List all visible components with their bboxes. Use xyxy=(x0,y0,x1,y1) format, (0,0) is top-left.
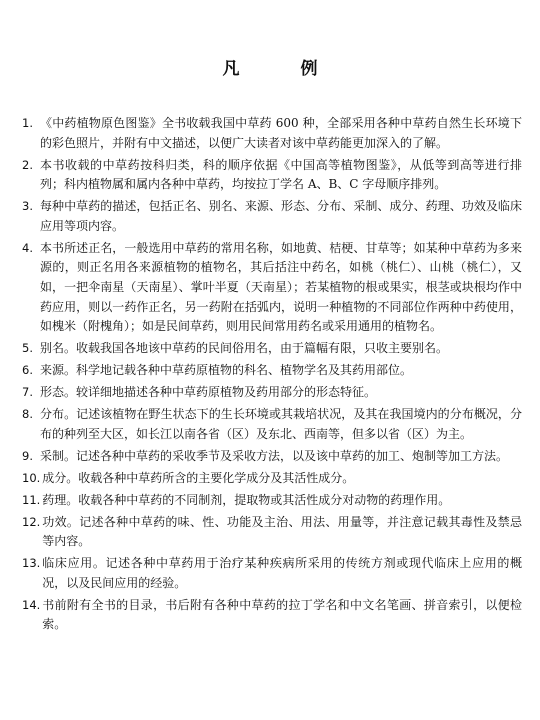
item-number: 14. xyxy=(22,597,41,612)
list-item xyxy=(22,491,522,511)
item-number: 5. xyxy=(22,341,33,356)
list-item xyxy=(22,405,522,444)
list-item xyxy=(22,596,522,635)
item-text: 每种中草药的描述，包括正名、别名、来源、形态、分布、采制、成分、药理、功效及临床应用等项内容。 xyxy=(40,199,522,233)
list-item xyxy=(22,239,522,337)
item-text: 临床应用。记述各种中草药用于治疗某种疾病所采用的传统方剂或现代临床上应用的概况，以及民间应用的经验。 xyxy=(42,556,522,590)
item-number: 1. xyxy=(22,116,33,130)
item-text: 功效。记述各种中草药的味、性、功能及主治、用法、用量等，并注意记载其毒性及禁忌等内容。 xyxy=(42,514,522,549)
item-text: 药理。收载各种中草药的不同制剂，提取物或其活性成分对动物的药理作用。 xyxy=(42,492,451,507)
list-item xyxy=(22,383,522,403)
item-text: 书前附有全书的目录，书后附有各种中草药的拉丁学名和中文名笔画、拼音索引，以便检索。 xyxy=(42,597,522,632)
item-text: 分布。记述该植物在野生状态下的生长环境或其栽培状况，及其在我国境内的分布概况，分布的种列至大区，如长江以南各省（区）及东北、西南等，但多以省（区）为主。 xyxy=(40,407,522,441)
item-text: 来源。科学地记载各种中草药原植物的科名、植物学名及其药用部位。 xyxy=(40,363,413,378)
item-text: 形态。较详细地描述各种中草药原植物及药用部分的形态特征。 xyxy=(40,385,377,400)
list-item xyxy=(22,197,522,236)
list-item xyxy=(22,513,522,552)
item-number: 10. xyxy=(22,470,41,485)
item-number: 11. xyxy=(22,492,41,507)
guidelines-list xyxy=(22,114,522,637)
item-text: 采制。记述各种中草药的采收季节及采收方法，以及该中草药的加工、炮制等加工方法。 xyxy=(40,448,509,463)
item-number: 2. xyxy=(22,157,33,172)
item-number: 4. xyxy=(22,240,33,255)
item-text: 《中药植物原色图鉴》全书收载我国中草药 600 种，全部采用各种中草药自然生长环境下的彩色照片，并附有中文描述，以便广大读者对该中草药能更加深入的了解。 xyxy=(40,116,522,150)
item-number: 9. xyxy=(22,448,33,463)
item-number: 7. xyxy=(22,385,33,400)
item-number: 3. xyxy=(22,199,33,214)
item-number: 8. xyxy=(22,407,33,422)
item-text: 本书收载的中草药按科归类，科的顺序依据《中国高等植物图鉴》，从低等到高等进行排列；科内植物属和属内各种中草药，均按拉丁学名 A、B、C 字母顺序排列。 xyxy=(40,157,522,192)
item-text: 别名。收载我国各地该中草药的民间俗用名，由于篇幅有限，只收主要别名。 xyxy=(40,341,449,356)
item-text: 本书所述正名，一般选用中草药的常用名称，如地黄、桔梗、甘草等；如某种中草药为多来源的，则正名用各来源植物的植物名，其后括注中药名，如桃（桃仁）、山桃（桃仁），又如，一把伞南星（天南星）、掌叶半夏（天南星）；若某植物的根或果实，根茎或块根均作中药应用，则以一药作正名，另一药附在括弧内，说明一种植物的不同部位作两种中药使用，如槐米（附槐角）；如是民间草药，则用民间常用药名或采用通用的植物名。 xyxy=(40,240,522,334)
page-title: 凡 例 xyxy=(222,59,340,79)
list-item xyxy=(22,469,522,489)
item-number: 12. xyxy=(22,514,41,529)
list-item xyxy=(22,156,522,195)
list-item xyxy=(22,554,522,593)
item-number: 13. xyxy=(22,556,41,571)
item-number: 6. xyxy=(22,363,33,378)
list-item xyxy=(22,339,522,359)
item-text: 成分。收载各种中草药所含的主要化学成分及其活性成分。 xyxy=(42,470,355,485)
list-item xyxy=(22,114,522,153)
list-item xyxy=(22,447,522,467)
list-item xyxy=(22,361,522,381)
